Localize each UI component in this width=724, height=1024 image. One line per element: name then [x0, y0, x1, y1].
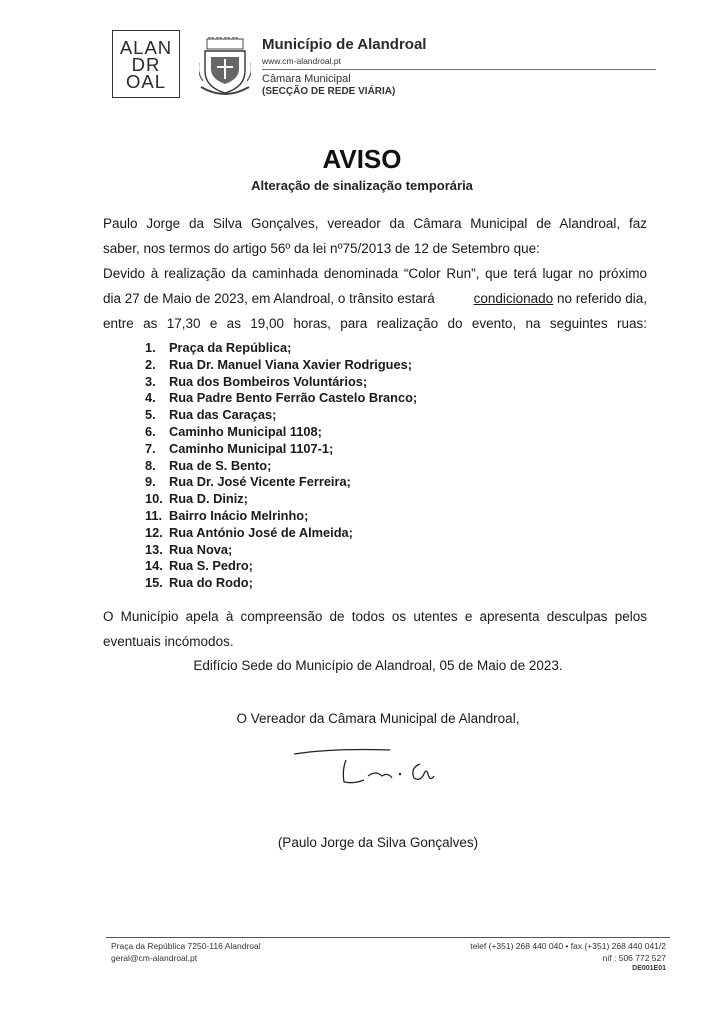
street-item	[145, 407, 417, 424]
street-number: 4.	[145, 390, 156, 406]
street-number: 2.	[145, 356, 156, 372]
street-name: Caminho Municipal 1108;	[169, 423, 322, 439]
municipality-name: Município de Alandroal	[262, 36, 427, 53]
street-name: Rua de S. Bento;	[169, 457, 272, 473]
municipality-website: www.cm-alandroal.pt	[262, 56, 341, 66]
street-item	[145, 374, 417, 391]
section-label: (SECÇÃO DE REDE VIÁRIA)	[262, 86, 396, 97]
street-item	[145, 508, 417, 525]
street-name: Rua S. Pedro;	[169, 558, 253, 574]
street-name: Rua António José de Almeida;	[169, 524, 353, 540]
street-item	[145, 340, 417, 357]
street-number: 8.	[145, 457, 156, 473]
street-number: 1.	[145, 340, 156, 355]
street-name: Rua Padre Bento Ferrão Castelo Branco;	[169, 390, 418, 406]
street-item	[145, 441, 417, 458]
street-number: 15.	[145, 575, 163, 591]
logo-line-3: OAL	[125, 70, 167, 92]
footer-divider	[106, 937, 670, 938]
intro-line-4-tail: no referido dia,	[553, 291, 647, 306]
street-item	[145, 390, 417, 407]
street-number: 3.	[145, 373, 156, 389]
street-name: Rua do Rodo;	[169, 575, 253, 591]
street-item	[145, 357, 417, 374]
street-name: Caminho Municipal 1107-1;	[169, 440, 334, 456]
place-and-date: Edifício Sede do Município de Alandroal, 05 de Maio de 2023.	[193, 658, 563, 673]
street-list	[145, 340, 417, 592]
footer-email: geral@cm-alandroal.pt	[111, 953, 198, 963]
logo-line-1: ALAN	[119, 36, 173, 58]
document-code: DE001E01	[632, 965, 666, 972]
street-item	[145, 525, 417, 542]
street-name: Praça da República;	[169, 340, 292, 355]
street-number: 5.	[145, 407, 156, 423]
street-item	[145, 575, 417, 592]
conditioned-word: condicionado	[473, 291, 554, 306]
intro-line-3: Devido à realização da caminhada denominada “Color Run”, que terá lugar no próximo	[103, 266, 647, 281]
intro-line-4	[103, 291, 647, 306]
street-item	[145, 458, 417, 475]
street-number: 12.	[145, 524, 163, 540]
street-item	[145, 491, 417, 508]
signatory-title: O Vereador da Câmara Municipal de Alandroal,	[236, 711, 520, 726]
logo-line-2: DR	[131, 53, 161, 75]
closing-line-1: O Município apela à compreensão de todos os utentes e apresenta desculpas pelos	[103, 609, 647, 624]
street-number: 7.	[145, 440, 156, 456]
header-divider	[262, 69, 656, 70]
street-name: Rua dos Bombeiros Voluntários;	[169, 373, 368, 389]
street-item	[145, 424, 417, 441]
notice-title: AVISO	[322, 144, 402, 174]
street-item	[145, 474, 417, 491]
alandroal-logo	[112, 30, 180, 98]
street-name: Bairro Inácio Melrinho;	[169, 507, 309, 523]
street-item	[145, 558, 417, 575]
notice-subtitle: Alteração de sinalização temporária	[251, 178, 473, 193]
footer-address: Praça da República 7250-116 Alandroal	[111, 941, 261, 951]
signatory-name: (Paulo Jorge da Silva Gonçalves)	[277, 835, 479, 850]
chamber-label: Câmara Municipal	[262, 73, 351, 85]
street-name: Rua D. Diniz;	[169, 491, 248, 507]
street-name: Rua Nova;	[169, 541, 233, 557]
street-item	[145, 542, 417, 559]
street-name: Rua das Caraças;	[169, 407, 277, 423]
intro-line-5: entre as 17,30 e as 19,00 horas, para realização do evento, na seguintes ruas:	[103, 316, 647, 331]
intro-line-1: Paulo Jorge da Silva Gonçalves, vereador da Câmara Municipal de Alandroal, faz	[103, 216, 647, 231]
street-number: 9.	[145, 474, 156, 490]
street-number: 14.	[145, 558, 163, 574]
municipal-crest-icon	[199, 37, 251, 99]
street-name: Rua Dr. Manuel Viana Xavier Rodrigues;	[169, 356, 412, 372]
street-number: 10.	[145, 491, 163, 507]
closing-line-2: eventuais incómodos.	[103, 634, 234, 649]
intro-line-4-end	[474, 291, 647, 306]
footer-phones: telef (+351) 268 440 040 • fax (+351) 268 440 041/2	[470, 941, 666, 951]
intro-line-4-start: dia 27 de Maio de 2023, em Alandroal, o trânsito estará	[103, 291, 439, 306]
footer-nif: nif : 506 772 527	[602, 953, 666, 963]
street-number: 11.	[145, 507, 163, 523]
street-number: 6.	[145, 423, 156, 439]
street-number: 13.	[145, 541, 163, 557]
handwritten-signature	[290, 742, 450, 798]
intro-line-2: saber, nos termos do artigo 56º da lei nº75/2013 de 12 de Setembro que:	[103, 241, 540, 256]
street-name: Rua Dr. José Vicente Ferreira;	[169, 474, 351, 490]
